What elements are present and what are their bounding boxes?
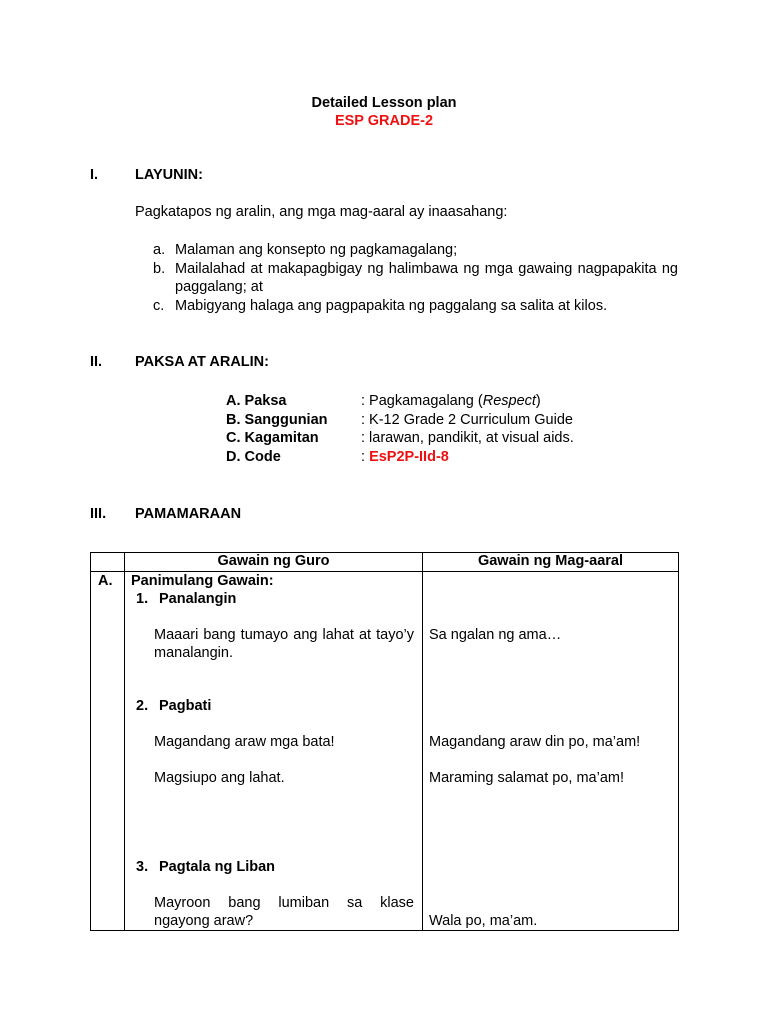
code-label: D. Code xyxy=(226,449,281,465)
objective-a-letter: a. xyxy=(153,242,166,258)
section-1-numeral: I. xyxy=(90,167,99,183)
sanggunian-value: : K-12 Grade 2 Curriculum Guide xyxy=(361,412,573,428)
kagamitan-value: : larawan, pandikit, at visual aids. xyxy=(361,430,574,446)
step-2-student-greeting: Magandang araw din po, ma’am! xyxy=(429,734,641,750)
document-subtitle: ESP GRADE-2 xyxy=(334,113,434,129)
objective-a-text: Malaman ang konsepto ng pagkamagalang; xyxy=(175,242,458,258)
step-2-student-thanks: Maraming salamat po, ma’am! xyxy=(429,770,625,786)
step-1-title: Panalangin xyxy=(159,591,237,607)
table-row xyxy=(91,572,679,931)
step-1-teacher-text: Maaari bang tumayo ang lahat at tayo’y manalangin. xyxy=(154,627,414,661)
section-2-title: PAKSA AT ARALIN: xyxy=(135,354,269,370)
sanggunian-label: B. Sanggunian xyxy=(226,412,328,428)
section-3-numeral: III. xyxy=(90,506,107,522)
header-teacher-activity: Gawain ng Guro xyxy=(125,553,423,572)
objective-b-letter: b. xyxy=(153,261,166,277)
document-title: Detailed Lesson plan xyxy=(311,95,457,111)
objectives-intro: Pagkatapos ng aralin, ang mga mag-aaral ay inaasahang: xyxy=(135,204,508,220)
code-value: : EsP2P-IId-8 xyxy=(361,449,449,465)
header-cell-empty xyxy=(91,553,125,572)
section-1-title: LAYUNIN: xyxy=(135,167,203,183)
procedure-table xyxy=(90,552,679,931)
row-label: A. xyxy=(98,573,113,589)
objective-c-text: Mabigyang halaga ang pagpapakita ng paggalang sa salita at kilos. xyxy=(175,298,608,314)
step-3-teacher-text: Mayroon bang lumiban sa klase ngayong araw? xyxy=(154,895,414,929)
step-2-title: Pagbati xyxy=(159,698,212,714)
step-2-number: 2. xyxy=(136,698,149,714)
step-3-number: 3. xyxy=(136,859,149,875)
paksa-label: A. Paksa xyxy=(226,393,287,409)
step-2-teacher-greeting: Magandang araw mga bata! xyxy=(154,734,335,750)
step-3-title: Pagtala ng Liban xyxy=(159,859,276,875)
objective-b-text: Mailalahad at makapagbigay ng halimbawa ng mga gawaing nagpapakita ng paggalang; at xyxy=(175,261,678,295)
section-3-title: PAMAMARAAN xyxy=(135,506,242,522)
table-header-row xyxy=(91,553,679,572)
step-1-number: 1. xyxy=(136,591,149,607)
paksa-value: : Pagkamagalang (Respect) xyxy=(361,393,541,409)
teacher-activity-cell xyxy=(125,572,423,931)
step-2-teacher-sit: Magsiupo ang lahat. xyxy=(154,770,285,786)
phase-title: Panimulang Gawain: xyxy=(131,573,274,589)
objective-c-letter: c. xyxy=(153,298,165,314)
section-2-numeral: II. xyxy=(90,354,103,370)
header-student-activity: Gawain ng Mag-aaral xyxy=(423,553,679,572)
kagamitan-label: C. Kagamitan xyxy=(226,430,319,446)
student-activity-cell xyxy=(423,572,679,931)
row-label-cell xyxy=(91,572,125,931)
step-1-student-response: Sa ngalan ng ama… xyxy=(429,627,562,643)
step-3-student-response: Wala po, ma’am. xyxy=(429,913,538,929)
